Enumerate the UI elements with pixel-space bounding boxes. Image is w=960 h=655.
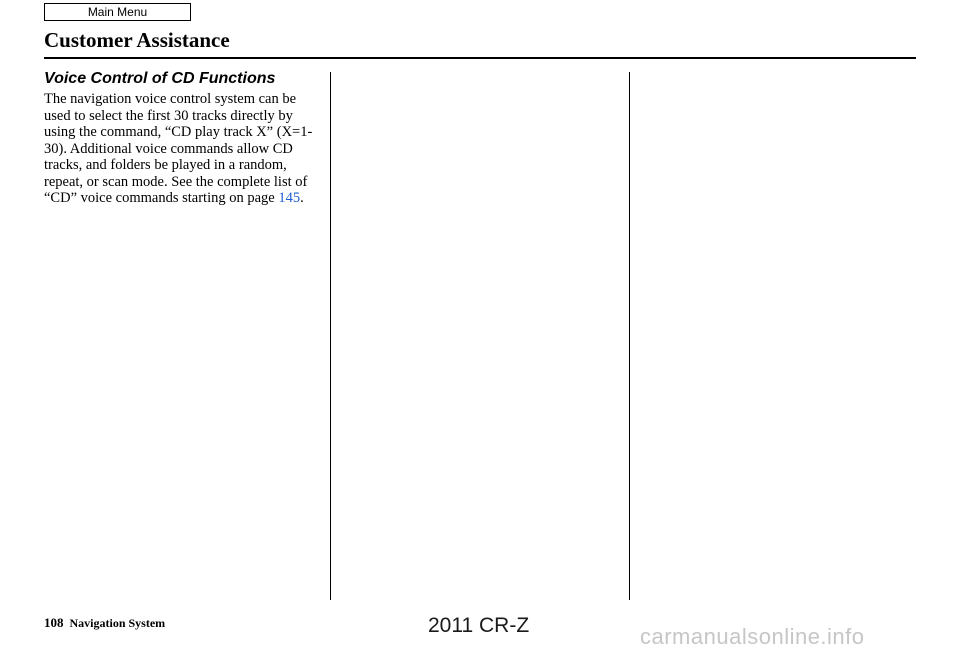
header-rule — [44, 57, 916, 59]
main-menu-button[interactable]: Main Menu — [44, 3, 191, 21]
watermark: carmanualsonline.info — [640, 624, 865, 649]
footer — [44, 614, 165, 632]
section-heading: Voice Control of CD Functions — [44, 70, 276, 87]
body-text-period: . — [300, 190, 304, 206]
page-reference-link[interactable]: 145 — [278, 190, 301, 206]
page-number: 108 — [44, 615, 64, 630]
column-divider-left — [330, 72, 331, 600]
column-divider-right — [629, 72, 630, 600]
page-title: Customer Assistance — [44, 28, 230, 52]
model-label: 2011 CR-Z — [428, 614, 530, 637]
footer-title: Navigation System — [69, 616, 166, 630]
body-paragraph — [44, 91, 324, 207]
body-text: The navigation voice control system can be used to select the first 30 tracks directly by using the command, “CD play track X” (X=1-30). Additional voice commands allow CD tracks, and folders be played in a random, repeat, or scan mode. See the complete list of “CD” voice commands starting on page — [44, 91, 313, 206]
